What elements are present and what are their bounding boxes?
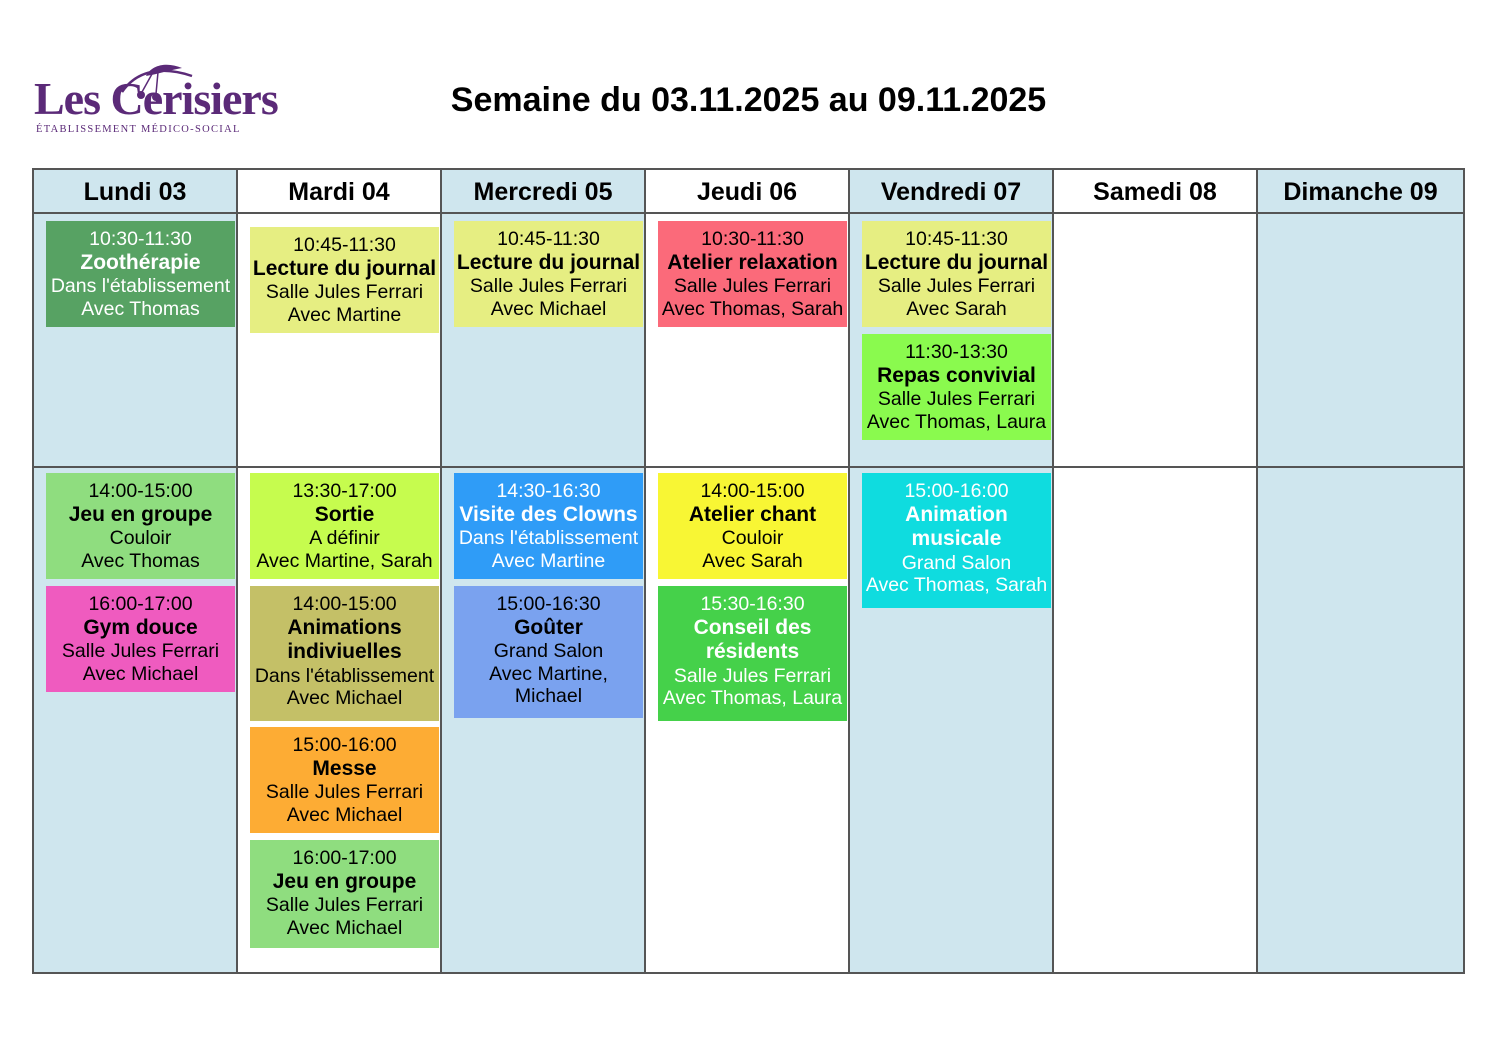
event-location: Couloir bbox=[721, 527, 784, 549]
event-staff: Avec Martine, Michael bbox=[489, 662, 608, 707]
day-header: Mercredi 05 bbox=[442, 170, 644, 214]
event-card[interactable] bbox=[250, 586, 439, 721]
event-staff: Avec Martine bbox=[491, 549, 606, 572]
event-card[interactable] bbox=[250, 727, 439, 833]
event-name: Atelier chant bbox=[688, 502, 817, 526]
event-card[interactable] bbox=[454, 221, 643, 327]
logo-brand: Les Cerisiers bbox=[34, 73, 278, 124]
afternoon-divider bbox=[34, 466, 236, 468]
event-card[interactable] bbox=[862, 473, 1051, 608]
event-location: Couloir bbox=[109, 527, 172, 549]
event-name: Atelier relaxation bbox=[667, 250, 838, 274]
day-header: Jeudi 06 bbox=[646, 170, 848, 214]
event-card[interactable] bbox=[454, 473, 643, 579]
event-location: Dans l'établissement bbox=[254, 664, 435, 687]
event-card[interactable] bbox=[862, 334, 1051, 440]
event-time: 14:30-16:30 bbox=[496, 480, 601, 502]
event-location: Salle Jules Ferrari bbox=[877, 388, 1036, 410]
event-card[interactable] bbox=[454, 586, 643, 718]
event-time: 10:30-11:30 bbox=[89, 228, 192, 250]
event-name: Animations indiviuelles bbox=[287, 615, 402, 663]
day-column-monday bbox=[34, 170, 238, 972]
event-staff: Avec Thomas, Sarah bbox=[661, 297, 844, 320]
day-header: Lundi 03 bbox=[34, 170, 236, 214]
event-card[interactable] bbox=[250, 227, 439, 333]
event-name: Repas convivial bbox=[877, 363, 1036, 387]
event-time: 16:00-17:00 bbox=[292, 847, 397, 869]
afternoon-divider bbox=[850, 466, 1052, 468]
event-location: Dans l'établissement bbox=[50, 275, 231, 297]
day-column-tuesday bbox=[238, 170, 442, 972]
event-time: 13:30-17:00 bbox=[292, 480, 397, 502]
event-location: Salle Jules Ferrari bbox=[265, 781, 424, 803]
event-time: 10:45-11:30 bbox=[497, 228, 600, 250]
event-name: Zoothérapie bbox=[80, 250, 201, 274]
event-card[interactable] bbox=[250, 840, 439, 948]
event-name: Goûter bbox=[514, 615, 583, 639]
event-card[interactable] bbox=[46, 473, 235, 579]
event-staff: Avec Michael bbox=[286, 916, 403, 939]
event-time: 15:00-16:00 bbox=[904, 480, 1009, 502]
event-card[interactable] bbox=[862, 221, 1051, 327]
event-time: 10:45-11:30 bbox=[905, 228, 1008, 250]
event-name: Lecture du journal bbox=[864, 250, 1049, 274]
event-staff: Avec Sarah bbox=[702, 549, 803, 572]
event-staff: Avec Thomas, Laura bbox=[866, 410, 1047, 433]
event-staff: Avec Sarah bbox=[906, 297, 1007, 320]
event-location: Salle Jules Ferrari bbox=[469, 275, 628, 297]
event-location: A définir bbox=[309, 527, 380, 549]
event-card[interactable] bbox=[658, 473, 847, 579]
event-location: Grand Salon bbox=[493, 640, 604, 662]
afternoon-divider bbox=[1258, 466, 1463, 468]
day-column-sunday bbox=[1258, 170, 1463, 972]
event-location: Salle Jules Ferrari bbox=[265, 894, 424, 916]
event-staff: Avec Martine, Sarah bbox=[256, 549, 433, 572]
event-location: Dans l'établissement bbox=[458, 527, 639, 549]
day-column-friday bbox=[850, 170, 1054, 972]
event-time: 15:30-16:30 bbox=[700, 593, 805, 615]
event-staff: Avec Thomas, Sarah bbox=[865, 574, 1048, 596]
day-column-thursday bbox=[646, 170, 850, 972]
event-staff: Avec Thomas bbox=[81, 297, 200, 320]
event-staff: Avec Michael bbox=[286, 803, 403, 826]
event-card[interactable] bbox=[46, 586, 235, 692]
event-name: Sortie bbox=[314, 502, 375, 526]
event-time: 10:45-11:30 bbox=[293, 234, 396, 256]
event-time: 14:00-15:00 bbox=[88, 480, 193, 502]
afternoon-divider bbox=[442, 466, 644, 468]
event-time: 16:00-17:00 bbox=[88, 593, 193, 615]
day-column-wednesday bbox=[442, 170, 646, 972]
event-time: 15:00-16:30 bbox=[496, 593, 601, 615]
event-time: 14:00-15:00 bbox=[292, 593, 397, 615]
event-card[interactable] bbox=[46, 221, 235, 327]
event-staff: Avec Thomas, Laura bbox=[662, 687, 843, 709]
event-name: Conseil des résidents bbox=[693, 615, 812, 663]
afternoon-divider bbox=[238, 466, 440, 468]
event-location: Salle Jules Ferrari bbox=[61, 640, 220, 662]
event-card[interactable] bbox=[250, 473, 439, 579]
event-staff: Avec Thomas bbox=[81, 549, 200, 572]
day-header: Samedi 08 bbox=[1054, 170, 1256, 214]
event-staff: Avec Michael bbox=[490, 297, 607, 320]
day-header: Dimanche 09 bbox=[1258, 170, 1463, 214]
afternoon-divider bbox=[646, 466, 848, 468]
event-location: Salle Jules Ferrari bbox=[265, 281, 424, 303]
event-card[interactable] bbox=[658, 221, 847, 327]
event-card[interactable] bbox=[658, 586, 847, 721]
event-time: 14:00-15:00 bbox=[700, 480, 805, 502]
event-name: Jeu en groupe bbox=[68, 502, 213, 526]
event-staff: Avec Martine bbox=[287, 303, 402, 326]
event-name: Gym douce bbox=[83, 615, 198, 639]
event-staff: Avec Michael bbox=[286, 687, 403, 709]
event-time: 10:30-11:30 bbox=[701, 228, 804, 250]
event-name: Animation musicale bbox=[905, 502, 1008, 550]
day-column-saturday bbox=[1054, 170, 1258, 972]
event-location: Salle Jules Ferrari bbox=[877, 275, 1036, 297]
event-name: Lecture du journal bbox=[252, 256, 437, 280]
event-name: Messe bbox=[312, 756, 377, 780]
afternoon-divider bbox=[1054, 466, 1256, 468]
day-header: Vendredi 07 bbox=[850, 170, 1052, 214]
day-header: Mardi 04 bbox=[238, 170, 440, 214]
event-name: Visite des Clowns bbox=[459, 502, 638, 526]
event-time: 15:00-16:00 bbox=[292, 734, 397, 756]
page-title: Semaine du 03.11.2025 au 09.11.2025 bbox=[450, 81, 1047, 119]
event-location: Salle Jules Ferrari bbox=[673, 275, 832, 297]
event-time: 11:30-13:30 bbox=[905, 341, 1008, 363]
event-name: Jeu en groupe bbox=[272, 869, 417, 893]
week-schedule-grid bbox=[32, 168, 1465, 974]
event-location: Grand Salon bbox=[901, 551, 1012, 574]
event-name: Lecture du journal bbox=[456, 250, 641, 274]
event-staff: Avec Michael bbox=[82, 662, 199, 685]
logo-tagline: ÉTABLISSEMENT MÉDICO-SOCIAL bbox=[36, 124, 241, 135]
event-location: Salle Jules Ferrari bbox=[673, 664, 832, 687]
